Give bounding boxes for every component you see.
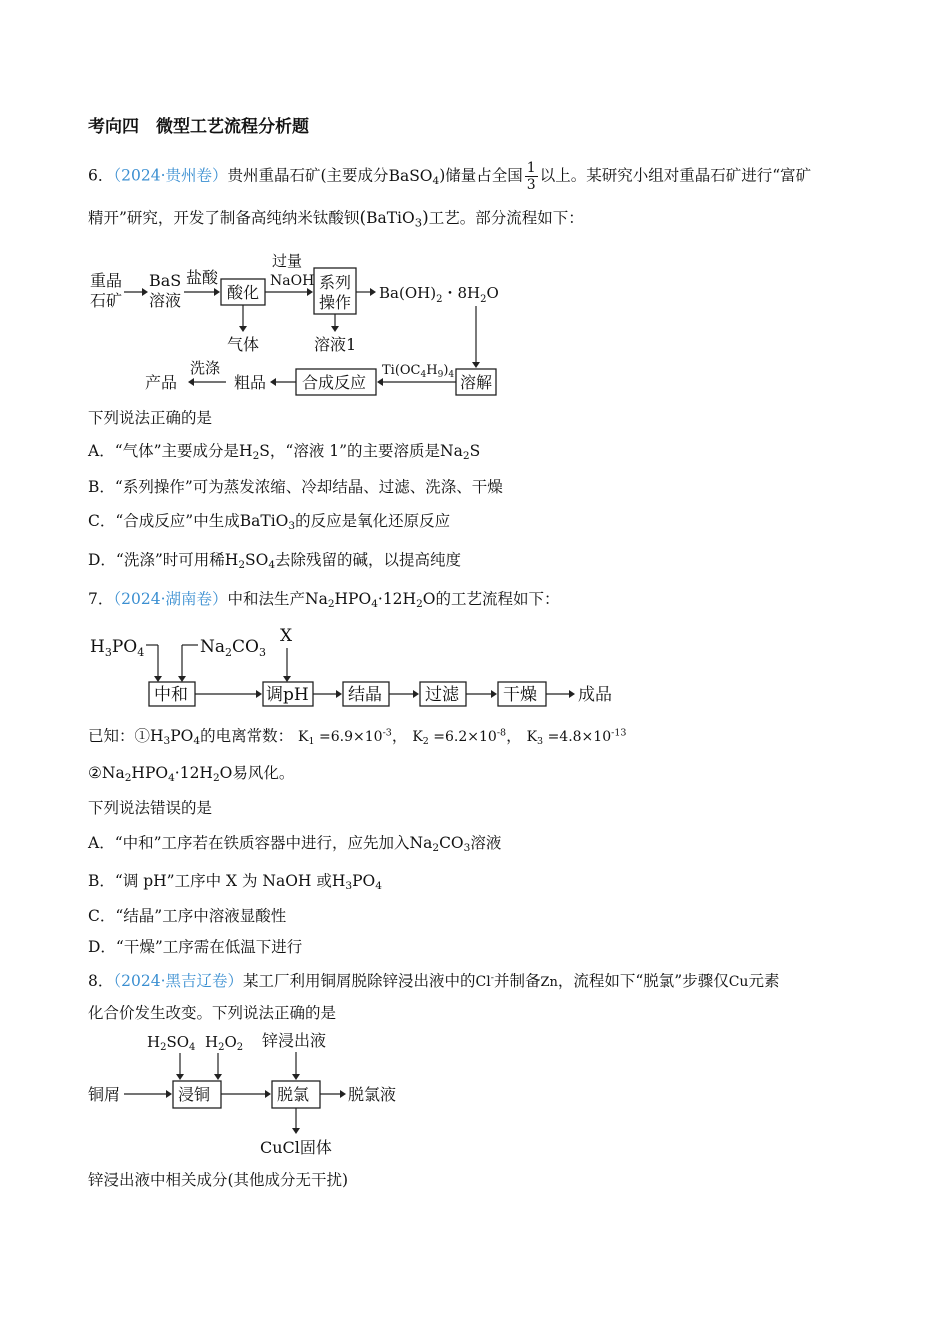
q7-number: 7． xyxy=(88,590,114,608)
na2s-formula: $Na_2S$ xyxy=(440,442,481,463)
flow-cucl-solid: CuCl固体 xyxy=(260,1138,332,1157)
one-third-fraction: $\frac{1}{3}$ xyxy=(526,160,536,193)
flow-step: 中和 xyxy=(154,685,188,705)
flow-solution1: 溶液1 xyxy=(314,335,357,354)
flow-naoh: NaOH xyxy=(270,273,315,289)
batio3-formula: (BaTiO$_3$) xyxy=(359,208,429,230)
q7-option-b[interactable]: B．“调 pH”工序中 X 为 NaOH 或$H_3PO_4$ xyxy=(88,872,382,893)
q8-stem-line1: 8．（2024·黑吉辽卷）某工厂利用铜屑脱除锌浸出液中的Cl-并制备Zn，流程如下“脱氯”步骤仅Cu元素 xyxy=(88,972,780,990)
flow-dechlorinated-solution: 脱氯液 xyxy=(348,1085,397,1104)
flow-zinc-leachate: 锌浸出液 xyxy=(262,1031,327,1050)
flow-step: 结晶 xyxy=(348,685,382,705)
k3-value: $K_3 =4.8\times 10^{-13}$ xyxy=(526,727,627,747)
k2-value: $K_2 =6.2\times 10^{-8}$ xyxy=(412,727,507,747)
q8-stem-line2: 化合价发生改变。下列说法正确的是 xyxy=(88,1004,337,1022)
q6-stem-text: )储量占全国 xyxy=(439,166,523,185)
q6-option-b[interactable]: B．“系列操作”可为蒸发浓缩、冷却结晶、过滤、洗涤、干燥 xyxy=(88,478,503,496)
flow-crude: 粗品 xyxy=(234,373,267,392)
q7-known-1: 已知：$①H_3PO_4$的电离常数： $K_1 =6.9\times 10^{-3}$， $K_2 =6.2\times 10^{-8}$， $K_3 =4.8\times 10^{-13}$ xyxy=(88,727,627,748)
q7-stem: 7．（2024·湖南卷）中和法生产$Na_2HPO_4\cdot 12H_2O$的工艺流程如下： xyxy=(88,590,560,611)
q6-option-c[interactable]: C．“合成反应”中生成BaTiO$_3$的反应是氧化还原反应 xyxy=(88,512,451,533)
na2co3-formula: $Na_2CO_3$ xyxy=(409,834,471,855)
q7-prompt: 下列说法错误的是 xyxy=(88,799,213,817)
cl-ion: Cl- xyxy=(475,972,494,990)
flow-step: 调pH xyxy=(266,685,309,705)
flow-dechlorination: 脱氯 xyxy=(277,1085,310,1104)
q6-option-a[interactable]: A．“气体”主要成分是$H_2S$，“溶液 1”的主要溶质是$Na_2S$ xyxy=(88,442,481,463)
flow-h2o2: $H_2O_2$ xyxy=(205,1033,244,1053)
q8-source: （2024·黑吉辽卷） xyxy=(113,972,243,990)
q6-stem-text: 精开”研究，开发了制备高纯纳米钛酸钡 xyxy=(88,209,360,227)
flow-synthesis: 合成反应 xyxy=(302,373,367,392)
zn-symbol: Zn xyxy=(540,975,558,990)
q8-number: 8． xyxy=(88,972,114,990)
flow-step: 过滤 xyxy=(425,685,459,705)
flow-ore: 重晶 xyxy=(90,271,123,290)
flow-baoh2: $Ba(OH)_2$・$8H_2O$ xyxy=(379,284,499,305)
na2hpo4-formula: $Na_2HPO_4\cdot 12H_2O$ xyxy=(101,764,233,785)
h3po4-formula: $H_3PO_4$ xyxy=(150,727,201,748)
baso4-formula: BaSO$_4$ xyxy=(388,166,440,187)
q6-option-d[interactable]: D．“洗涤”时可用稀$H_2SO_4$去除残留的碱，以提高纯度 xyxy=(88,551,462,572)
flow-ore: 石矿 xyxy=(90,291,123,310)
flow-product: 产品 xyxy=(145,373,178,392)
q6-number: 6． xyxy=(88,166,114,185)
flow-gas: 气体 xyxy=(227,335,260,354)
q7-option-a[interactable]: A．“中和”工序若在铁质容器中进行，应先加入$Na_2CO_3$溶液 xyxy=(88,834,502,855)
k1-value: $K_1 =6.9\times 10^{-3}$ xyxy=(298,727,392,747)
q7-known-2: $②Na_2HPO_4\cdot 12H_2O$易风化。 xyxy=(88,764,295,785)
flow-end-product: 成品 xyxy=(578,685,612,705)
q8-table-caption: 锌浸出液中相关成分(其他成分无干扰) xyxy=(88,1171,349,1189)
flow-x: X xyxy=(280,626,293,646)
flow-copper-scrap: 铜屑 xyxy=(88,1085,121,1104)
flow-h2so4: $H_2SO_4$ xyxy=(147,1033,196,1053)
h3po4-formula: $H_3PO_4$ xyxy=(331,872,382,893)
flow-acidify: 酸化 xyxy=(227,283,260,302)
flow-h3po4: $H_3PO_4$ xyxy=(90,637,145,659)
h2s-formula: $H_2S$ xyxy=(239,442,270,463)
flow-hcl: 盐酸 xyxy=(186,268,219,287)
flow-copper-leach: 浸铜 xyxy=(178,1085,211,1104)
q7-option-d[interactable]: D．“干燥”工序需在低温下进行 xyxy=(88,938,303,956)
na2hpo4-formula: $Na_2HPO_4\cdot 12H_2O$ xyxy=(305,590,436,611)
q6-stem-text: 工艺。部分流程如下： xyxy=(428,209,584,227)
q7-option-c[interactable]: C．“结晶”工序中溶液显酸性 xyxy=(88,907,287,925)
flow-ti-precursor: $Ti(OC_4H_9)_4$ xyxy=(382,363,455,380)
flow-bas: 溶液 xyxy=(149,291,182,310)
cu-symbol: Cu xyxy=(728,974,749,990)
section-title: 考向四 微型工艺流程分析题 xyxy=(88,117,309,137)
batio3-formula: BaTiO$_3$ xyxy=(239,512,296,533)
flow-na2co3: $Na_2CO_3$ xyxy=(200,637,266,659)
q6-stem-text: 以上。某研究小组对重晶石矿进行“富矿 xyxy=(539,166,812,185)
q6-prompt: 下列说法正确的是 xyxy=(88,409,213,427)
q7-source: （2024·湖南卷） xyxy=(113,590,228,608)
q6-stem-text: 贵州重晶石矿(主要成分 xyxy=(227,166,389,185)
flow-dissolve: 溶解 xyxy=(460,373,493,392)
flow-series: 操作 xyxy=(319,293,352,312)
flow-series: 系列 xyxy=(319,273,352,292)
flow-naoh: 过量 xyxy=(272,252,303,270)
flow-step: 干燥 xyxy=(503,685,537,705)
q6-source: （2024·贵州卷） xyxy=(113,166,228,185)
flow-bas: BaS xyxy=(149,271,182,290)
h2so4-formula: $H_2SO_4$ xyxy=(224,551,276,572)
flow-wash: 洗涤 xyxy=(190,359,221,377)
